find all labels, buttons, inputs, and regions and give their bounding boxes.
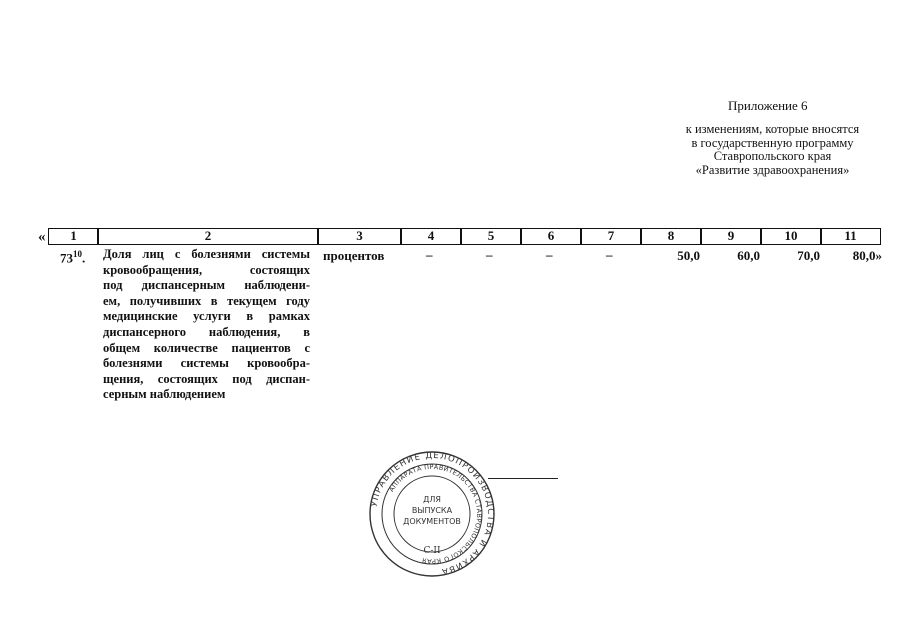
signature-line (488, 478, 558, 479)
row-number-main: 73 (60, 250, 73, 266)
indicator-line: кровообращения, состоящих (103, 262, 310, 277)
column-number-4: 4 (400, 228, 462, 245)
appendix-description (660, 123, 885, 177)
column-number-9: 9 (700, 228, 762, 245)
value-col-9: 60,0 (737, 248, 760, 263)
stamp-center-line: ДЛЯ (423, 495, 441, 504)
indicator-line: Доля лиц с болезнями системы (103, 247, 310, 261)
value-col-4: – (426, 247, 433, 262)
indicator-line: щения, состоящих под диспан- (103, 371, 310, 386)
column-number-3: 3 (317, 228, 402, 245)
official-stamp (368, 450, 496, 578)
value-col-8: 50,0 (677, 248, 700, 263)
indicator-line: серным наблюдением (103, 387, 226, 402)
row-number-suffix: . (82, 250, 86, 266)
table-open-quote: « (38, 229, 46, 245)
indicator-line: под диспансерным наблюдени- (103, 278, 310, 293)
indicator-name (103, 247, 310, 403)
value-col-10: 70,0 (797, 248, 820, 263)
indicator-line: медицинские услуги в рамках (103, 309, 310, 324)
appendix-desc-line: к изменениям, которые вносятся (685, 122, 860, 136)
value-col-7: – (606, 247, 613, 262)
column-number-7: 7 (580, 228, 642, 245)
stamp-inner-text: АППАРАТА ПРАВИТЕЛЬСТВА СТАВРОПОЛЬСКОГО КРАЯ (387, 462, 484, 566)
column-number-5: 5 (460, 228, 522, 245)
row-number-superscript: 10 (73, 249, 82, 259)
appendix-desc-line: в государственную программу (691, 135, 854, 150)
stamp-center-line: ВЫПУСКА (411, 506, 453, 515)
appendix-title: Приложение 6 (728, 98, 808, 113)
stamp-outer-text: УПРАВЛЕНИЕ ДЕЛОПРОИЗВОДСТВА И АРХИВА (369, 450, 496, 577)
unit-cell: процентов (323, 248, 385, 263)
stamp-center-line: ДОКУМЕНТОВ (403, 517, 461, 526)
value-col-11: 80,0» (852, 248, 882, 263)
stamp-code: С-II (423, 546, 441, 556)
column-number-10: 10 (760, 228, 822, 245)
indicator-line: ем, получивших в текущем году (103, 293, 310, 308)
indicator-line: диспансерного наблюдения, в (103, 324, 310, 339)
column-number-1: 1 (48, 228, 99, 245)
value-col-6: – (546, 247, 553, 262)
indicator-line: болезнями системы кровообра- (103, 356, 310, 371)
column-number-8: 8 (640, 228, 702, 245)
column-number-11: 11 (820, 228, 881, 245)
appendix-desc-line: Ставропольского края (713, 149, 832, 163)
indicator-line: общем количестве пациентов с (103, 340, 310, 355)
value-col-5: – (486, 247, 493, 262)
column-number-6: 6 (520, 228, 582, 245)
appendix-desc-line: «Развитие здравоохранения» (695, 162, 850, 177)
row-number (60, 249, 85, 266)
column-number-2: 2 (97, 228, 319, 245)
